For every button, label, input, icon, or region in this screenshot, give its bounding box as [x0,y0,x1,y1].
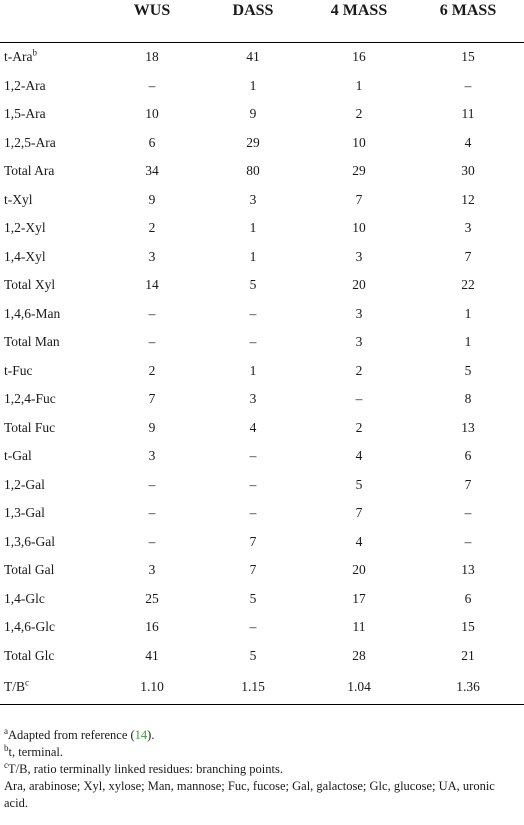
row-label [0,442,104,471]
table-cell: 5 [249,647,257,663]
row-label [0,129,104,158]
table-row [0,243,524,272]
row-label [0,43,104,72]
table-cell: 41 [246,49,260,65]
row-label-text: 1,2-Gal [4,476,45,492]
table-row [0,157,524,186]
row-label-text: 1,2-Xyl [4,220,46,236]
row-label [0,328,104,357]
row-label [0,414,104,443]
table-cell: 1.04 [306,670,412,705]
row-label [0,499,104,528]
table-row [0,72,524,101]
table-row [0,613,524,642]
table-cell: 1 [355,77,363,93]
table-cell: 34 [145,163,159,179]
table-cell: 7 [249,562,257,578]
table-cell: – [148,334,156,350]
header-row [0,0,524,43]
row-label-text: 1,4-Xyl [4,248,46,264]
row-label [0,585,104,614]
table-cell: – [148,476,156,492]
table-cell: 15 [461,619,475,635]
table-cell: 3 [355,305,363,321]
table-cell: 7 [355,505,363,521]
abbreviations-note: Ara, arabinose; Xyl, xylose; Man, mannose; Fuc, fucose; Gal, galactose; Glc, glucose; UA, uronic acid. [4,779,495,810]
table-cell: 1 [464,334,472,350]
table-cell: – [464,533,472,549]
table-cell: 3 [355,334,363,350]
table-cell: 7 [249,533,257,549]
row-label [0,271,104,300]
table-cell: 41 [145,647,159,663]
table-cell: 80 [246,163,260,179]
table-cell: 25 [145,590,159,606]
row-label-text: T/B [4,679,26,694]
table-cell: 4 [464,134,472,150]
table-cell: 6 [464,448,472,464]
table-cell: 5 [249,590,257,606]
footnote-marker: c [25,677,30,688]
table-cell: 21 [461,647,475,663]
table-cell: 28 [352,647,366,663]
table-cell: 7 [148,391,156,407]
table-cell: 15 [461,49,475,65]
table-row [0,556,524,585]
row-label-text: 1,3-Gal [4,505,45,521]
table-row [0,357,524,386]
table-cell: 7 [355,191,363,207]
footnote-text: t, terminal. [8,745,63,759]
table-cell: 11 [461,106,475,122]
table-cell: – [464,505,472,521]
table-cell: 3 [249,191,257,207]
table-footnotes [4,727,518,812]
row-label [0,157,104,186]
header-6-mass: 6 MASS [412,0,524,43]
table-cell: 8 [464,391,472,407]
table-row [0,585,524,614]
table-cell: 5 [464,362,472,378]
table-row [0,414,524,443]
table-row [0,642,524,671]
row-label [0,243,104,272]
row-label [0,642,104,671]
table-row [0,100,524,129]
row-label-text: 1,3,6-Gal [4,533,55,549]
table-cell: 10 [352,220,366,236]
table-row [0,186,524,215]
table-cell: 30 [461,163,475,179]
row-label [0,100,104,129]
table-cell: 2 [148,220,156,236]
row-label [0,670,104,705]
table-cell: 5 [355,476,363,492]
row-label-text: Total Fuc [4,419,56,435]
table-cell: 4 [249,419,257,435]
table-cell: 7 [464,248,472,264]
table-cell: 9 [148,419,156,435]
table-cell: 29 [352,163,366,179]
row-label-text: 1,4,6-Man [4,305,61,321]
row-label [0,471,104,500]
table-cell: 29 [246,134,260,150]
table-cell: – [148,505,156,521]
table-cell: 1.10 [104,670,200,705]
table-cell: 9 [249,106,257,122]
table-row [0,442,524,471]
table-cell: 2 [355,362,363,378]
table-row [0,528,524,557]
table-cell: – [249,505,257,521]
row-label [0,556,104,585]
table-cell: – [249,305,257,321]
table-row [0,271,524,300]
table-cell: 10 [145,106,159,122]
row-label-text: 1,5-Ara [4,106,46,122]
footnote-b [4,744,518,761]
footnote-a [4,727,518,744]
table-cell: – [249,334,257,350]
table-cell: 16 [352,49,366,65]
table-cell: 2 [355,419,363,435]
footnote-text: Adapted from reference ( [8,728,135,742]
table-cell: 5 [249,277,257,293]
row-label-text: Total Xyl [4,277,56,293]
table-cell: 17 [352,590,366,606]
footnote-marker: b [32,47,37,58]
row-label-text: 1,4-Glc [4,590,45,606]
table-row [0,385,524,414]
table-cell: 22 [461,277,475,293]
table-cell: 3 [148,248,156,264]
row-label-text: t-Xyl [4,191,33,207]
table-cell: 1 [249,362,257,378]
row-label [0,528,104,557]
row-label-text: 1,2-Ara [4,77,46,93]
row-label-text: t-Gal [4,448,32,464]
reference-link[interactable]: 14 [134,728,148,742]
table-cell: 3 [148,562,156,578]
table-cell: – [148,77,156,93]
table-cell: 2 [355,106,363,122]
table-cell: – [249,619,257,635]
footnote-text: T/B, ratio terminally linked residues: branching points. [8,762,283,776]
row-label-text: 1,2,5-Ara [4,134,56,150]
header-4-mass: 4 MASS [306,0,412,43]
table-cell: 1.15 [200,670,306,705]
footnote-c [4,761,518,778]
row-label-text: t-Fuc [4,362,33,378]
table-row [0,129,524,158]
table-body [0,43,524,705]
table-cell: – [148,533,156,549]
table-cell: 6 [464,590,472,606]
table-cell: 13 [461,562,475,578]
table-row [0,43,524,72]
table-cell: 4 [355,533,363,549]
table-cell: 1 [249,77,257,93]
table-cell: 20 [352,562,366,578]
table-row [0,214,524,243]
table-row [0,300,524,329]
table-row [0,670,524,705]
table-cell: 14 [145,277,159,293]
row-label [0,300,104,329]
table-cell: 12 [461,191,475,207]
table-cell: – [148,305,156,321]
table-cell: 20 [352,277,366,293]
table-cell: 13 [461,419,475,435]
table-cell: 16 [145,619,159,635]
table-row [0,328,524,357]
row-label-text: Total Ara [4,163,55,179]
table-cell: 1 [249,220,257,236]
header-dass: DASS [200,0,306,43]
table-cell: 1 [249,248,257,264]
table-cell: – [355,391,363,407]
row-label-text: 1,4,6-Glc [4,619,55,635]
table-cell: – [464,77,472,93]
table-cell: 3 [464,220,472,236]
row-label-text: t-Ara [4,49,33,65]
table-cell: – [249,476,257,492]
table-cell: 9 [148,191,156,207]
row-label-text: Total Glc [4,647,55,663]
table-cell: 1 [464,305,472,321]
table-cell: 10 [352,134,366,150]
row-label [0,72,104,101]
row-label [0,357,104,386]
table-row [0,499,524,528]
row-label [0,385,104,414]
table-cell: 4 [355,448,363,464]
row-label-text: Total Gal [4,562,55,578]
table-cell: 1.36 [412,670,524,705]
header-wus: WUS [104,0,200,43]
footnote-text: ). [147,728,155,742]
row-label [0,186,104,215]
table-row [0,471,524,500]
table-cell: 2 [148,362,156,378]
table-cell: 3 [355,248,363,264]
footnote-marker: b [4,742,9,753]
table-cell: 18 [145,49,159,65]
header-stub [0,0,104,43]
table-cell: 3 [148,448,156,464]
footnote-marker: a [4,725,8,736]
table-cell: – [249,448,257,464]
row-label [0,214,104,243]
table-cell: 6 [148,134,156,150]
row-label-text: 1,2,4-Fuc [4,391,56,407]
row-label [0,613,104,642]
table-cell: 3 [249,391,257,407]
table-cell: 7 [464,476,472,492]
footnote-marker: c [4,759,8,770]
table-cell: 11 [352,619,366,635]
row-label-text: Total Man [4,334,60,350]
